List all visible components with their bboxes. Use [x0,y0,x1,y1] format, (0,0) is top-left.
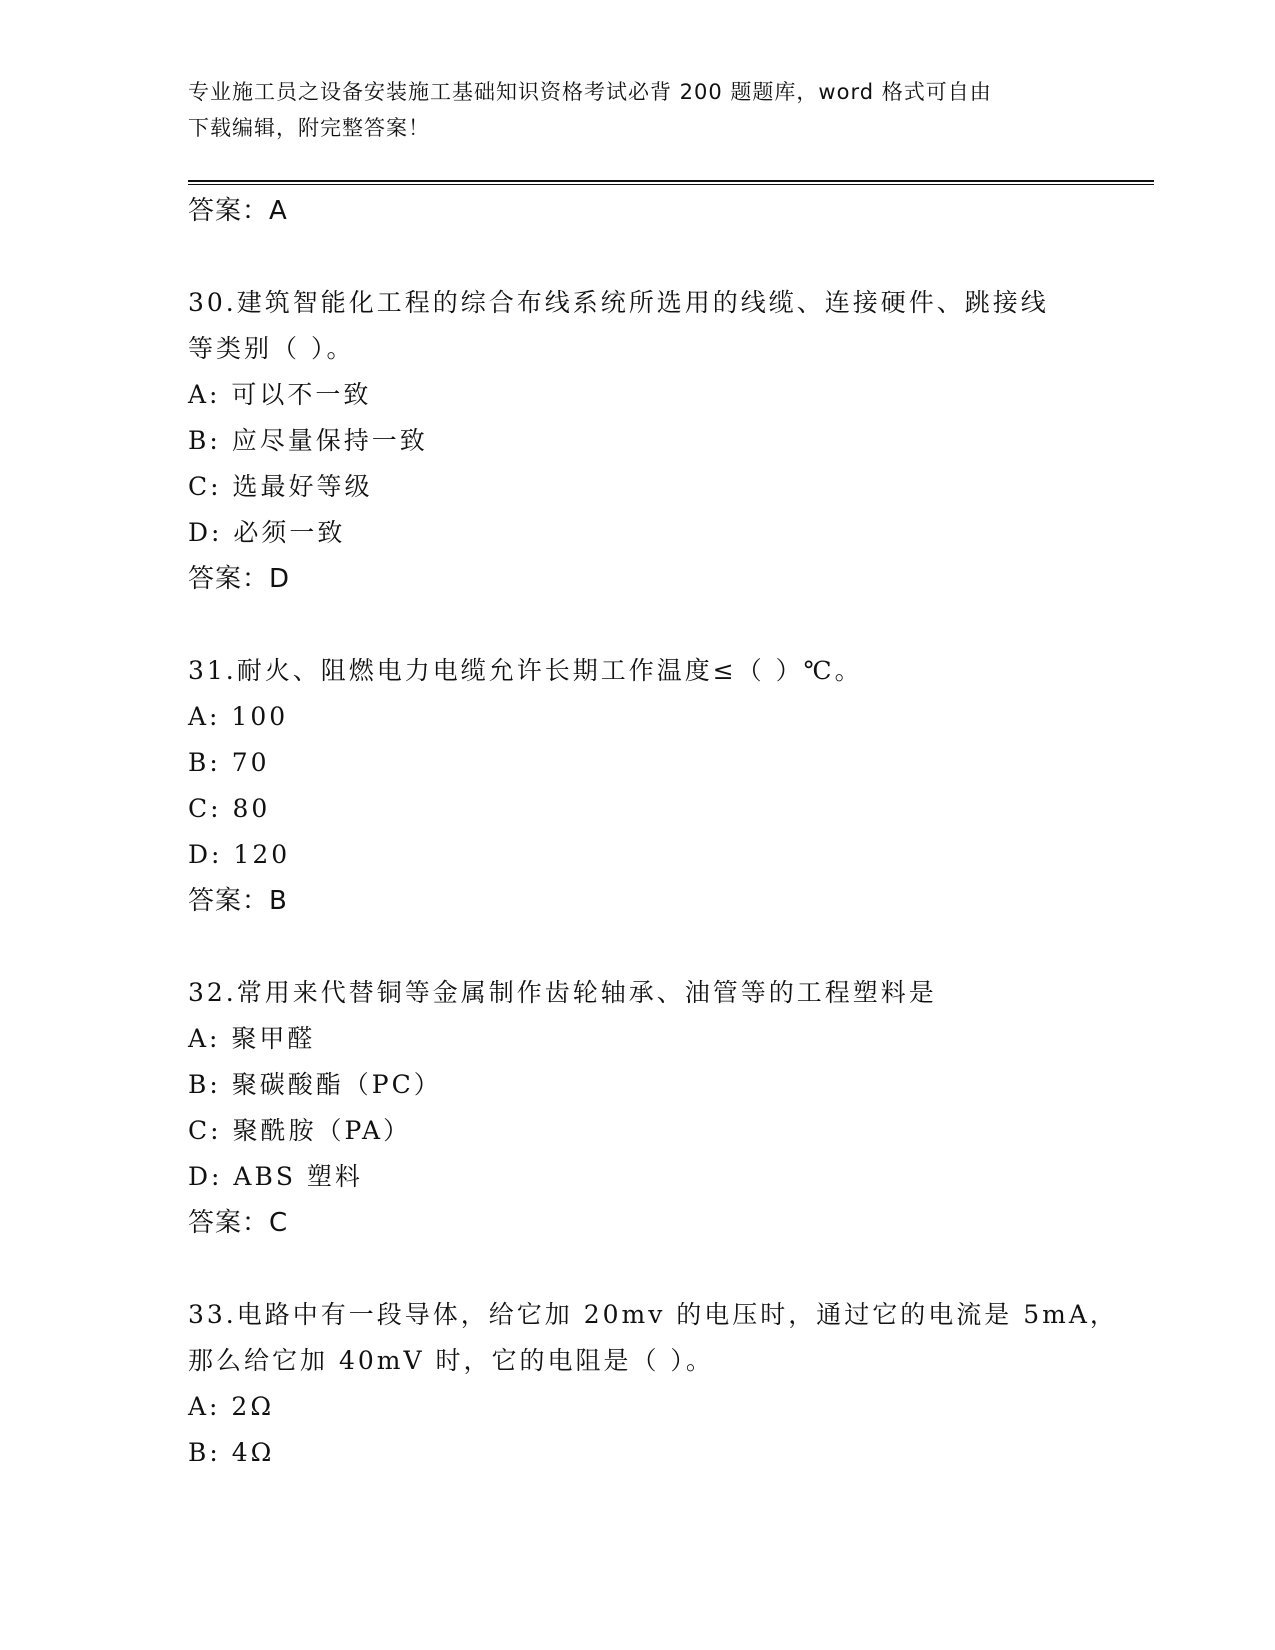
option-b: B: 应尽量保持一致 [188,426,428,455]
question-stem: 33.电路中有一段导体，给它加 20mv 的电压时，通过它的电流是 5mA， [188,1300,1118,1329]
option-a: A: 聚甲醛 [188,1024,316,1053]
answer-line: 答案：B [188,886,288,916]
option-a: A: 2Ω [188,1392,275,1421]
question-stem: 32.常用来代替铜等金属制作齿轮轴承、油管等的工程塑料是 [188,978,937,1007]
answer-line: 答案：C [188,1208,289,1238]
option-b: B: 70 [188,748,270,777]
question-30 [188,280,1128,602]
option-b: B: 聚碳酸酯（PC） [188,1070,442,1099]
option-c: C: 80 [188,794,271,823]
option-c: C: 选最好等级 [188,472,373,501]
option-d: D: 120 [188,840,291,869]
header-divider [188,180,1154,185]
document-header [188,74,1068,146]
option-a: A: 100 [188,702,289,731]
header-line-2: 下载编辑，附完整答案！ [188,116,430,140]
option-a: A: 可以不一致 [188,380,372,409]
question-stem: 等类别（ ）。 [188,334,355,363]
question-31 [188,648,1128,924]
question-33 [188,1292,1128,1476]
question-stem: 30.建筑智能化工程的综合布线系统所选用的线缆、连接硬件、跳接线 [188,288,1049,317]
question-32 [188,970,1128,1246]
answer-line: 答案：A [188,196,288,226]
answer-line: 答案：D [188,564,291,594]
option-d: D: ABS 塑料 [188,1162,363,1191]
header-line-1: 专业施工员之设备安装施工基础知识资格考试必背 200 题题库，word 格式可自由 [188,80,992,104]
option-b: B: 4Ω [188,1438,275,1467]
option-c: C: 聚酰胺（PA） [188,1116,412,1145]
option-d: D: 必须一致 [188,518,346,547]
question-stem: 那么给它加 40mV 时，它的电阻是（ ）。 [188,1346,714,1375]
question-stem: 31.耐火、阻燃电力电缆允许长期工作温度≤（ ）℃。 [188,656,863,685]
document-body [188,188,1128,1476]
